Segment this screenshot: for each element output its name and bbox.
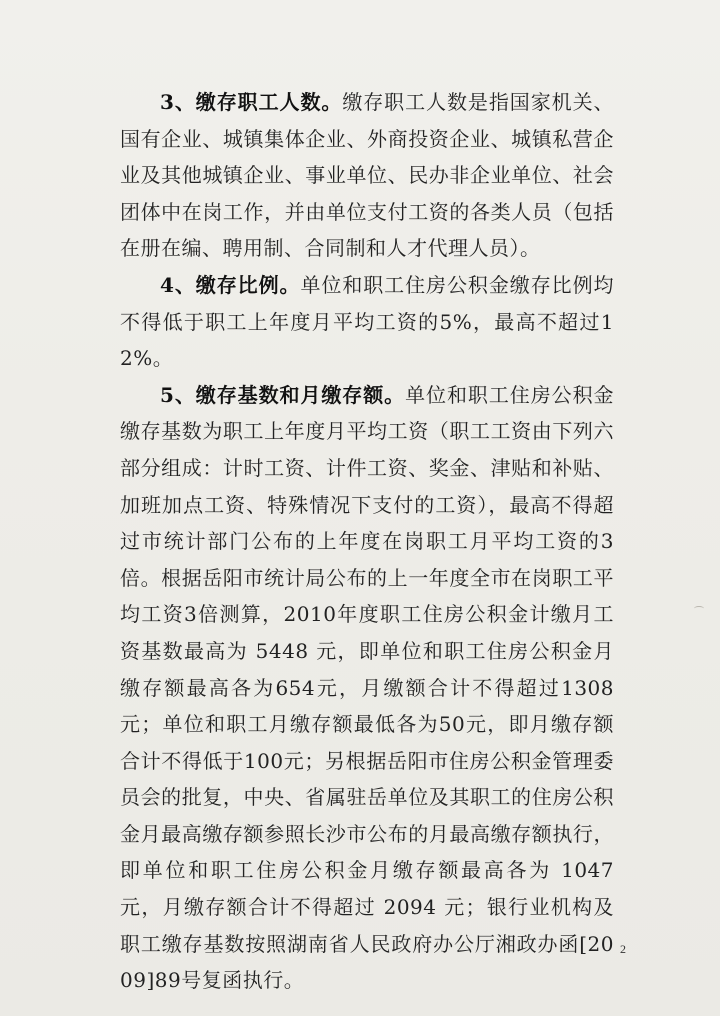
paragraph-contribution-base xyxy=(120,377,614,999)
heading-contribution-base: 5、缴存基数和月缴存额。 xyxy=(160,382,406,407)
body-contribution-ratio: 单位和职工住房公积金缴存比例均不得低于职工上年度月平均工资的5%，最高不超过12%。 xyxy=(120,272,615,371)
heading-contribution-ratio: 4、缴存比例。 xyxy=(160,272,301,297)
body-staff-count: 缴存职工人数是指国家机关、国有企业、城镇集体企业、外商投资企业、城镇私营企业及其他城镇企业、事业单位、民办非企业单位、社会团体中在岗工作，并由单位支付工资的各类人员（包括在册在编、聘用制、合同制和人才代理人员）。 xyxy=(120,90,614,261)
body-contribution-base: 单位和职工住房公积金缴存基数为职工上年度月平均工资（职工工资由下列六部分组成：计时工资、计件工资、奖金、津贴和补贴、加班加点工资、特殊情况下支付的工资），最高不得超过市统计部门公布的上年度在岗职工月平均工资的3倍。根据岳阳市统计局公布的上一年度全市在岗职工平均工资3倍测算，2010年度职工住房公积金计缴月工资基数最高为 5448 元，即单位和职工住房公积金月缴存额最高各为654元，月缴额合计不得超过1308元；单位和职工月缴存额最低各为50元，即月缴存额合计不得低于100元；另根据岳阳市住房公积金管理委员会的批复，中央、省属驻岳单位及其职工的住房公积金月最高缴存额参照长沙市公布的月最高缴存额执行，即单位和职工住房公积金月缴存额最高各为 1047 元，月缴存额合计不得超过 2094 元；银行业机构及职工缴存基数按照湖南省人民政府办公厅湘政办函[2009]89号复函执行。 xyxy=(120,382,614,993)
page-number: 2 xyxy=(620,942,626,956)
paragraph-contribution-ratio xyxy=(120,267,614,377)
heading-staff-count: 3、缴存职工人数。 xyxy=(160,90,343,114)
document-body xyxy=(120,84,614,999)
paragraph-staff-count xyxy=(120,84,614,267)
paper-mark xyxy=(694,606,704,611)
